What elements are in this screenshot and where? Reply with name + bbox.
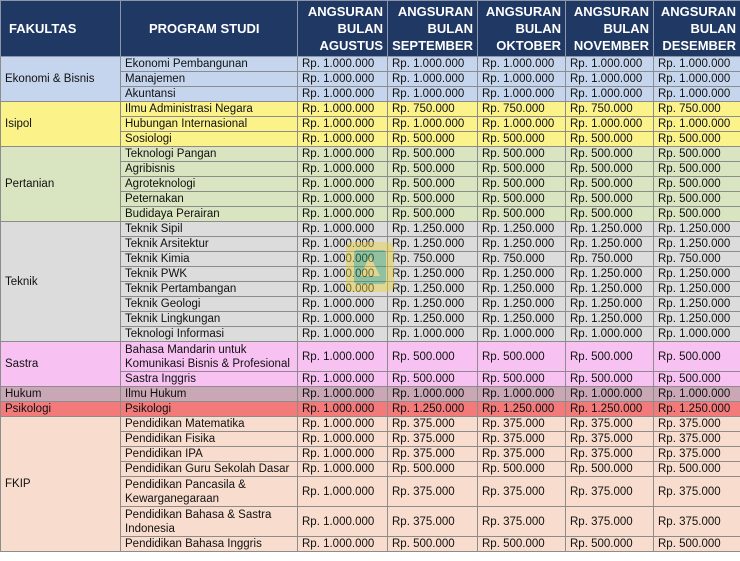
installment-cell: Rp. 500.000 xyxy=(566,207,654,222)
installment-cell: Rp. 500.000 xyxy=(388,462,478,477)
program-cell: Psikologi xyxy=(121,402,298,417)
installment-cell: Rp. 375.000 xyxy=(654,417,740,432)
installment-cell: Rp. 500.000 xyxy=(478,147,566,162)
installment-cell: Rp. 1.250.000 xyxy=(654,267,740,282)
installment-cell: Rp. 1.000.000 xyxy=(298,162,388,177)
installment-cell: Rp. 1.250.000 xyxy=(478,297,566,312)
installment-cell: Rp. 1.250.000 xyxy=(388,402,478,417)
installment-cell: Rp. 1.000.000 xyxy=(654,87,740,102)
installment-cell: Rp. 500.000 xyxy=(388,177,478,192)
installment-cell: Rp. 750.000 xyxy=(654,252,740,267)
installment-cell: Rp. 500.000 xyxy=(478,207,566,222)
installment-cell: Rp. 1.000.000 xyxy=(478,72,566,87)
header-row xyxy=(1,1,740,57)
installment-cell: Rp. 1.000.000 xyxy=(298,462,388,477)
installment-cell: Rp. 375.000 xyxy=(566,507,654,537)
program-cell: Bahasa Mandarin untuk Komunikasi Bisnis & Profesional xyxy=(121,342,298,372)
installment-cell: Rp. 500.000 xyxy=(654,147,740,162)
faculty-cell: Isipol xyxy=(1,102,121,147)
program-cell: Manajemen xyxy=(121,72,298,87)
installment-cell: Rp. 375.000 xyxy=(388,447,478,462)
installment-cell: Rp. 1.000.000 xyxy=(566,72,654,87)
installment-cell: Rp. 1.000.000 xyxy=(298,477,388,507)
installment-cell: Rp. 1.250.000 xyxy=(478,282,566,297)
installment-cell: Rp. 1.000.000 xyxy=(298,312,388,327)
faculty-cell: Psikologi xyxy=(1,402,121,417)
installment-cell: Rp. 750.000 xyxy=(478,102,566,117)
header-fakultas: FAKULTAS xyxy=(1,1,121,57)
installment-cell: Rp. 375.000 xyxy=(478,432,566,447)
installment-cell: Rp. 1.000.000 xyxy=(298,222,388,237)
installment-cell: Rp. 750.000 xyxy=(654,102,740,117)
installment-cell: Rp. 1.000.000 xyxy=(478,87,566,102)
installment-cell: Rp. 1.000.000 xyxy=(298,372,388,387)
installment-cell: Rp. 1.000.000 xyxy=(298,507,388,537)
program-cell: Pendidikan Matematika xyxy=(121,417,298,432)
installment-cell: Rp. 1.000.000 xyxy=(566,57,654,72)
program-cell: Budidaya Perairan xyxy=(121,207,298,222)
program-cell: Sosiologi xyxy=(121,132,298,147)
installment-cell: Rp. 1.250.000 xyxy=(654,222,740,237)
program-cell: Teknik Lingkungan xyxy=(121,312,298,327)
installment-cell: Rp. 750.000 xyxy=(478,252,566,267)
installment-cell: Rp. 1.000.000 xyxy=(654,57,740,72)
installment-cell: Rp. 1.250.000 xyxy=(566,297,654,312)
installment-cell: Rp. 375.000 xyxy=(478,417,566,432)
installment-cell: Rp. 375.000 xyxy=(478,477,566,507)
installment-cell: Rp. 1.250.000 xyxy=(478,312,566,327)
program-cell: Teknologi Informasi xyxy=(121,327,298,342)
faculty-cell: Hukum xyxy=(1,387,121,402)
installment-cell: Rp. 1.000.000 xyxy=(298,432,388,447)
installment-cell: Rp. 375.000 xyxy=(566,477,654,507)
installment-cell: Rp. 375.000 xyxy=(654,507,740,537)
installment-cell: Rp. 1.250.000 xyxy=(478,222,566,237)
program-cell: Pendidikan Pancasila & Kewarganegaraan xyxy=(121,477,298,507)
installment-cell: Rp. 500.000 xyxy=(388,342,478,372)
installment-cell: Rp. 375.000 xyxy=(654,477,740,507)
installment-cell: Rp. 500.000 xyxy=(566,342,654,372)
installment-cell: Rp. 1.000.000 xyxy=(298,147,388,162)
header-month-november: ANGSURAN BULAN NOVEMBER xyxy=(566,1,654,57)
installment-cell: Rp. 500.000 xyxy=(566,192,654,207)
program-cell: Peternakan xyxy=(121,192,298,207)
installment-cell: Rp. 500.000 xyxy=(388,192,478,207)
installment-cell: Rp. 1.000.000 xyxy=(478,117,566,132)
installment-cell: Rp. 750.000 xyxy=(388,252,478,267)
installment-cell: Rp. 1.000.000 xyxy=(566,117,654,132)
installment-cell: Rp. 1.000.000 xyxy=(566,387,654,402)
installment-cell: Rp. 1.000.000 xyxy=(388,387,478,402)
installment-cell: Rp. 375.000 xyxy=(478,507,566,537)
program-cell: Sastra Inggris xyxy=(121,372,298,387)
table-row xyxy=(1,57,740,72)
installment-cell: Rp. 500.000 xyxy=(654,162,740,177)
installment-cell: Rp. 500.000 xyxy=(478,462,566,477)
installment-cell: Rp. 1.000.000 xyxy=(298,537,388,552)
installment-cell: Rp. 1.250.000 xyxy=(388,222,478,237)
installment-cell: Rp. 1.000.000 xyxy=(298,177,388,192)
program-cell: Pendidikan Bahasa Inggris xyxy=(121,537,298,552)
installment-cell: Rp. 375.000 xyxy=(566,417,654,432)
installment-cell: Rp. 1.000.000 xyxy=(298,207,388,222)
program-cell: Agroteknologi xyxy=(121,177,298,192)
installment-cell: Rp. 375.000 xyxy=(478,447,566,462)
installment-cell: Rp. 500.000 xyxy=(388,372,478,387)
installment-cell: Rp. 500.000 xyxy=(388,147,478,162)
installment-cell: Rp. 1.250.000 xyxy=(388,282,478,297)
installment-cell: Rp. 1.250.000 xyxy=(654,282,740,297)
installment-cell: Rp. 1.000.000 xyxy=(298,87,388,102)
installment-cell: Rp. 1.000.000 xyxy=(654,387,740,402)
installment-cell: Rp. 375.000 xyxy=(388,507,478,537)
installment-cell: Rp. 1.000.000 xyxy=(654,117,740,132)
installment-cell: Rp. 1.000.000 xyxy=(298,282,388,297)
installment-cell: Rp. 500.000 xyxy=(566,162,654,177)
installment-cell: Rp. 1.000.000 xyxy=(298,387,388,402)
installment-cell: Rp. 500.000 xyxy=(566,372,654,387)
installment-cell: Rp. 500.000 xyxy=(566,462,654,477)
installment-cell: Rp. 1.000.000 xyxy=(388,87,478,102)
installment-cell: Rp. 1.000.000 xyxy=(298,192,388,207)
faculty-cell: FKIP xyxy=(1,417,121,552)
installment-cell: Rp. 500.000 xyxy=(654,537,740,552)
installment-cell: Rp. 1.000.000 xyxy=(298,117,388,132)
table-body xyxy=(1,57,740,552)
installment-cell: Rp. 1.000.000 xyxy=(298,342,388,372)
installment-cell: Rp. 1.000.000 xyxy=(298,447,388,462)
program-cell: Teknik Arsitektur xyxy=(121,237,298,252)
installment-cell: Rp. 500.000 xyxy=(388,537,478,552)
installment-cell: Rp. 500.000 xyxy=(478,192,566,207)
installment-cell: Rp. 500.000 xyxy=(478,177,566,192)
header-month-agustus: ANGSURAN BULAN AGUSTUS xyxy=(298,1,388,57)
installment-cell: Rp. 500.000 xyxy=(478,372,566,387)
installment-cell: Rp. 500.000 xyxy=(388,132,478,147)
installment-cell: Rp. 500.000 xyxy=(478,132,566,147)
installment-cell: Rp. 500.000 xyxy=(654,192,740,207)
installment-cell: Rp. 1.000.000 xyxy=(298,297,388,312)
installment-cell: Rp. 1.250.000 xyxy=(478,237,566,252)
installment-cell: Rp. 500.000 xyxy=(654,207,740,222)
table-row xyxy=(1,387,740,402)
installment-cell: Rp. 1.250.000 xyxy=(654,402,740,417)
installment-cell: Rp. 1.250.000 xyxy=(566,282,654,297)
installment-cell: Rp. 500.000 xyxy=(478,537,566,552)
installment-cell: Rp. 1.000.000 xyxy=(654,72,740,87)
installment-cell: Rp. 1.250.000 xyxy=(654,237,740,252)
installment-cell: Rp. 500.000 xyxy=(654,462,740,477)
installment-cell: Rp. 375.000 xyxy=(654,432,740,447)
installment-cell: Rp. 1.000.000 xyxy=(298,132,388,147)
installment-cell: Rp. 375.000 xyxy=(388,477,478,507)
installment-cell: Rp. 375.000 xyxy=(388,432,478,447)
program-cell: Hubungan Internasional xyxy=(121,117,298,132)
installment-cell: Rp. 1.250.000 xyxy=(478,267,566,282)
installment-cell: Rp. 1.250.000 xyxy=(566,312,654,327)
program-cell: Agribisnis xyxy=(121,162,298,177)
installment-cell: Rp. 500.000 xyxy=(388,162,478,177)
table-row xyxy=(1,102,740,117)
program-cell: Ilmu Hukum xyxy=(121,387,298,402)
installment-cell: Rp. 1.000.000 xyxy=(298,237,388,252)
faculty-cell: Sastra xyxy=(1,342,121,387)
installment-cell: Rp. 500.000 xyxy=(654,372,740,387)
installment-cell: Rp. 500.000 xyxy=(566,537,654,552)
program-cell: Teknologi Pangan xyxy=(121,147,298,162)
installment-cell: Rp. 500.000 xyxy=(654,132,740,147)
header-program-studi: PROGRAM STUDI xyxy=(121,1,298,57)
installment-cell: Rp. 1.000.000 xyxy=(478,57,566,72)
installment-cell: Rp. 750.000 xyxy=(388,102,478,117)
faculty-cell: Teknik xyxy=(1,222,121,342)
table-row xyxy=(1,417,740,432)
program-cell: Ilmu Administrasi Negara xyxy=(121,102,298,117)
installment-cell: Rp. 500.000 xyxy=(566,132,654,147)
installment-cell: Rp. 500.000 xyxy=(654,177,740,192)
installment-cell: Rp. 500.000 xyxy=(566,177,654,192)
installment-cell: Rp. 1.250.000 xyxy=(388,297,478,312)
installment-cell: Rp. 1.000.000 xyxy=(298,417,388,432)
faculty-cell: Ekonomi & Bisnis xyxy=(1,57,121,102)
installment-cell: Rp. 1.250.000 xyxy=(654,297,740,312)
table-row xyxy=(1,147,740,162)
installment-cell: Rp. 1.250.000 xyxy=(566,267,654,282)
installment-cell: Rp. 1.000.000 xyxy=(298,402,388,417)
installment-cell: Rp. 750.000 xyxy=(566,252,654,267)
program-cell: Pendidikan IPA xyxy=(121,447,298,462)
installment-cell: Rp. 1.000.000 xyxy=(566,87,654,102)
installment-cell: Rp. 500.000 xyxy=(654,342,740,372)
program-cell: Teknik Sipil xyxy=(121,222,298,237)
program-cell: Ekonomi Pembangunan xyxy=(121,57,298,72)
installment-cell: Rp. 1.000.000 xyxy=(388,57,478,72)
installment-cell: Rp. 500.000 xyxy=(388,207,478,222)
installment-cell: Rp. 500.000 xyxy=(566,147,654,162)
installment-cell: Rp. 1.000.000 xyxy=(298,267,388,282)
installment-cell: Rp. 500.000 xyxy=(478,342,566,372)
header-month-desember: ANGSURAN BULAN DESEMBER xyxy=(654,1,740,57)
installment-cell: Rp. 1.000.000 xyxy=(654,327,740,342)
program-cell: Pendidikan Guru Sekolah Dasar xyxy=(121,462,298,477)
installment-cell: Rp. 375.000 xyxy=(654,447,740,462)
installment-cell: Rp. 750.000 xyxy=(566,102,654,117)
installment-cell: Rp. 1.000.000 xyxy=(298,57,388,72)
installment-cell: Rp. 1.000.000 xyxy=(478,327,566,342)
installment-cell: Rp. 1.250.000 xyxy=(566,402,654,417)
table-row xyxy=(1,402,740,417)
header-month-oktober: ANGSURAN BULAN OKTOBER xyxy=(478,1,566,57)
installment-cell: Rp. 1.000.000 xyxy=(388,327,478,342)
program-cell: Teknik Kimia xyxy=(121,252,298,267)
installment-cell: Rp. 1.000.000 xyxy=(298,252,388,267)
installment-cell: Rp. 1.000.000 xyxy=(298,72,388,87)
installment-cell: Rp. 375.000 xyxy=(566,447,654,462)
installment-cell: Rp. 1.250.000 xyxy=(388,237,478,252)
installment-cell: Rp. 1.250.000 xyxy=(566,237,654,252)
program-cell: Akuntansi xyxy=(121,87,298,102)
installment-cell: Rp. 1.250.000 xyxy=(388,312,478,327)
program-cell: Teknik Geologi xyxy=(121,297,298,312)
faculty-cell: Pertanian xyxy=(1,147,121,222)
installment-cell: Rp. 1.000.000 xyxy=(298,102,388,117)
installment-cell: Rp. 1.000.000 xyxy=(566,327,654,342)
program-cell: Teknik Pertambangan xyxy=(121,282,298,297)
installment-cell: Rp. 1.000.000 xyxy=(298,327,388,342)
installment-cell: Rp. 500.000 xyxy=(478,162,566,177)
table-row xyxy=(1,342,740,372)
installment-cell: Rp. 1.000.000 xyxy=(478,387,566,402)
program-cell: Pendidikan Fisika xyxy=(121,432,298,447)
program-cell: Teknik PWK xyxy=(121,267,298,282)
installment-cell: Rp. 1.250.000 xyxy=(388,267,478,282)
installment-cell: Rp. 1.000.000 xyxy=(388,117,478,132)
header-month-september: ANGSURAN BULAN SEPTEMBER xyxy=(388,1,478,57)
program-cell: Pendidikan Bahasa & Sastra Indonesia xyxy=(121,507,298,537)
installment-cell: Rp. 1.250.000 xyxy=(654,312,740,327)
installment-cell: Rp. 375.000 xyxy=(566,432,654,447)
installment-cell: Rp. 1.250.000 xyxy=(478,402,566,417)
installment-cell: Rp. 375.000 xyxy=(388,417,478,432)
installment-cell: Rp. 1.000.000 xyxy=(388,72,478,87)
table-row xyxy=(1,222,740,237)
installment-cell: Rp. 1.250.000 xyxy=(566,222,654,237)
